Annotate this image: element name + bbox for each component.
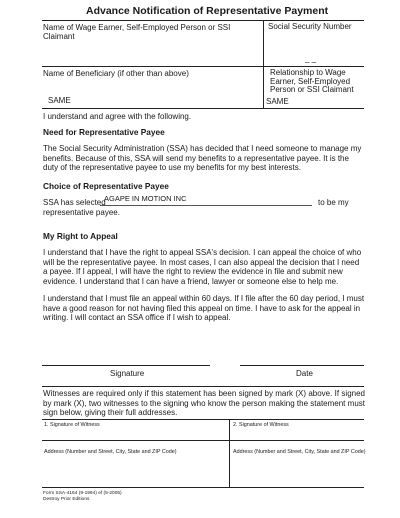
form-title: Advance Notification of Representative Payment — [86, 5, 329, 17]
appeal-heading: My Right to Appeal — [43, 231, 118, 241]
payee-underline — [100, 205, 312, 206]
appeal-paragraph-2: I understand that I must file an appeal within 60 days. If I file after the 60 day period, I must have a good reason for not having filed this appeal on time. I have to ask for the appeal in writing. I will contact an SSA office if I wish to appeal. — [43, 294, 365, 323]
divider — [42, 20, 364, 21]
relationship-label: Relationship to Wage Earner, Self-Employed Person or SSI Claimant — [270, 68, 354, 94]
signature-line — [42, 365, 210, 366]
address2-label: Address (Number and Street, City, State and ZIP Code) — [233, 449, 366, 455]
choice-heading: Choice of Representative Payee — [43, 181, 169, 191]
beneficiary-value: SAME — [48, 96, 71, 105]
witness2-label: 2. Signature of Witness — [233, 422, 289, 428]
date-line — [240, 365, 364, 366]
destroy-note: Destroy Prior Editions — [43, 497, 90, 502]
agree-text: I understand and agree with the following. — [43, 112, 192, 121]
need-heading: Need for Representative Payee — [43, 127, 165, 137]
divider — [42, 386, 364, 387]
divider — [42, 108, 364, 109]
wage-earner-label: Name of Wage Earner, Self-Employed Person or SSI Claimant — [43, 23, 231, 41]
appeal-paragraph-1: I understand that I have the right to appeal SSA's decision. I can appeal the choice of who will be the representative payee. In most cases, I can also appeal the decision that I need a payee. If I appeal, I will have the right to review the evidence in file and submit new evidence. I understand that I can have a friend, lawyer or someone else to help me. — [43, 248, 362, 286]
ssa-selected-label: SSA has selected — [43, 198, 106, 207]
table-divider — [229, 419, 230, 487]
ssn-dashes: _ _ — [305, 54, 317, 63]
divider — [42, 66, 364, 67]
table-row-line — [42, 440, 364, 441]
signature-label: Signature — [110, 369, 145, 378]
date-label: Date — [296, 369, 313, 378]
relationship-value: SAME — [266, 97, 289, 106]
payee-name: AGAPE IN MOTION INC — [104, 194, 187, 203]
representative-payee-text: representative payee. — [43, 208, 120, 217]
witness1-label: 1. Signature of Witness — [44, 422, 100, 428]
address1-label: Address (Number and Street, City, State and ZIP Code) — [44, 449, 177, 455]
witness-text: Witnesses are required only if this statement has been signed by mark (X) above. If signed by mark (X), two witnesses to the signing who know the person making the statement must sign below, giving their full addresses. — [43, 389, 365, 418]
ssn-label: Social Security Number — [268, 22, 352, 31]
beneficiary-label: Name of Beneficiary (if other than above) — [43, 69, 189, 78]
divider — [263, 66, 264, 108]
table-top — [42, 419, 364, 420]
table-bottom — [42, 487, 364, 488]
divider — [263, 20, 264, 66]
need-paragraph: The Social Security Administration (SSA) has decided that I need someone to manage my benefits. Because of this, SSA will send my benefits to a representative payee. It is the duty of the representative payee to use my benefits for my best interests. — [43, 144, 362, 173]
form-number: Form SSA-4164 (9-1994) ef (5-2005) — [43, 491, 122, 496]
to-be-my: to be my — [318, 198, 349, 207]
